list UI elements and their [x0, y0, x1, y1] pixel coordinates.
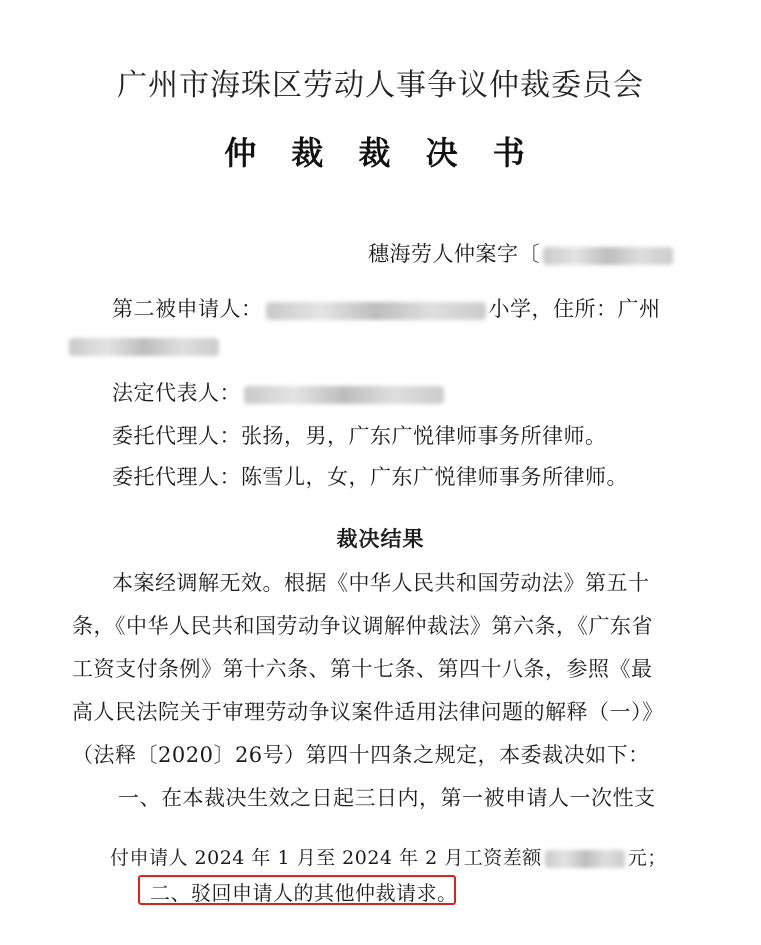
- ruling-paragraph-line-4: 高人民法院关于审理劳动争议案件适用法律问题的解释（一）》: [72, 700, 664, 724]
- redacted-respondent-name: [266, 302, 486, 320]
- case-number-prefix: 穗海劳人仲案字〔: [368, 242, 540, 266]
- ruling-paragraph-line-3: 工资支付条例》第十六条、第十七条、第四十八条，参照《最: [72, 657, 653, 681]
- legal-rep-line: [112, 377, 447, 407]
- ruling-item-1-line-1: 一、在本裁决生效之日起三日内，第一被申请人一次性支: [118, 786, 656, 810]
- ruling-item-1-amount-text: 付申请人 2024 年 1 月至 2024 年 2 月工资差额: [110, 847, 542, 869]
- ruling-paragraph-line-1: 本案经调解无效。根据《中华人民共和国劳动法》第五十: [112, 571, 650, 595]
- ruling-item-1-unit: 元；: [627, 847, 667, 869]
- case-number: [368, 238, 676, 268]
- address-line: [66, 333, 222, 357]
- redacted-amount: [545, 850, 625, 868]
- ruling-item-1-line-2: [110, 843, 667, 870]
- redacted-address: [69, 338, 219, 356]
- redacted-case-number: [543, 247, 673, 265]
- second-respondent-suffix: 小学，住所：广州: [488, 297, 661, 321]
- commission-title: 广州市海珠区劳动人事争议仲裁委员会: [117, 68, 644, 103]
- ruling-heading: 裁决结果: [336, 526, 425, 551]
- ruling-item-2: 二、驳回申请人的其他仲裁请求。: [150, 881, 458, 905]
- agent-1-line: 委托代理人：张扬，男，广东广悦律师事务所律师。: [112, 424, 607, 448]
- red-highlight-box: [138, 875, 456, 905]
- legal-rep-label: 法定代表人：: [112, 381, 241, 405]
- ruling-paragraph-line-5: （法释〔2020〕26号）第四十四条之规定，本委裁决如下：: [72, 743, 650, 767]
- ruling-paragraph-line-2: 条，《中华人民共和国劳动争议调解仲裁法》第六条，《广东省: [72, 614, 653, 638]
- agent-2-line: 委托代理人：陈雪儿，女，广东广悦律师事务所律师。: [112, 465, 628, 489]
- second-respondent-line: [112, 293, 661, 323]
- document-type-title: 仲 裁 裁 决 书: [224, 134, 537, 172]
- second-respondent-label: 第二被申请人：: [112, 297, 263, 321]
- redacted-legal-rep: [244, 386, 444, 404]
